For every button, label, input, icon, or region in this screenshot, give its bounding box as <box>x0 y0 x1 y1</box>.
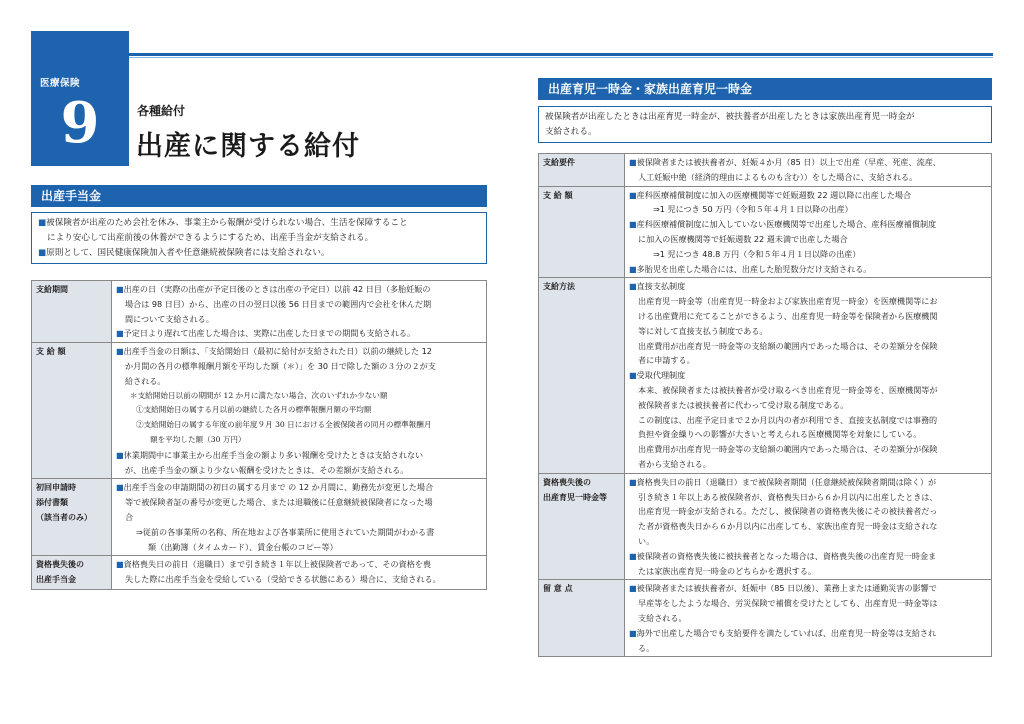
intro-line: により安心して出産前後の休養ができるようにするため、出産手当金が支給される。 <box>47 233 374 243</box>
bullet-square-icon: ■ <box>38 218 47 228</box>
page-subtitle: 各種給付 <box>137 104 186 118</box>
section-intro-right <box>538 106 992 143</box>
row-label-text: 支 給 額 <box>36 347 66 357</box>
bullet-square-icon: ■ <box>116 284 124 294</box>
row-label-text: 支 給 額 <box>543 190 573 200</box>
row-label <box>32 343 112 479</box>
content-line: 出産育児一時金等（出産育児一時金および家族出産育児一時金）を医療機関等にお <box>638 296 938 307</box>
content-line: 被保険者または被扶養者に代わって受け取る制度である。 <box>638 399 849 410</box>
bullet-square-icon: ■ <box>629 157 637 167</box>
row-label-text: 添付書類 <box>36 498 68 508</box>
chapter-number: 9 <box>60 90 100 156</box>
content-line: ■直接支払制度 <box>629 281 686 292</box>
table-row <box>539 473 992 580</box>
content-line: 場合は 98 日目）から、出産の日の翌日以後 56 日目までの範囲内で会社を休んだ期 <box>125 298 432 309</box>
childbirth-lump-sum-table <box>538 153 992 657</box>
content-line: 者に申請する。 <box>638 355 695 366</box>
bullet-square-icon: ■ <box>629 263 637 274</box>
content-line: 出産費用が出産育児一時金等の支給額の範囲内であった場合は、その差額分が保険 <box>638 444 938 455</box>
content-line: 間について支給される。 <box>125 313 214 324</box>
row-content <box>112 479 487 556</box>
row-label-text: （該当者のみ） <box>36 512 92 522</box>
row-content <box>625 473 992 580</box>
bullet-square-icon: ■ <box>116 559 124 570</box>
table-row <box>32 556 487 590</box>
content-line: ■予定日より遅れて出産した場合は、実際に出産した日までの期間も支給される。 <box>116 328 416 339</box>
row-label-text: 支給方法 <box>543 282 575 292</box>
content-line: たは家族出産育児一時金のどちらかを選択する。 <box>638 565 817 576</box>
content-line: に加入の医療機関等で妊娠週数 22 週未満で出産した場合 <box>638 233 848 244</box>
content-line: 支給される。 <box>638 612 687 623</box>
table-row <box>32 281 487 343</box>
header-rule <box>129 53 993 56</box>
note-line: ②支給開始日の属する年度の前年度９月 30 日における全被保険者の同月の標準報酬月 <box>136 420 432 430</box>
content-line: 失した際に出産手当金を受給している（受給できる状態にある）場合に、支給される。 <box>125 574 441 585</box>
content-line: ■受取代理制度 <box>629 370 686 381</box>
content-line: ⇒1 児につき 50 万円（令和５年４月１日以降の出産） <box>653 204 853 215</box>
content-line: た者が資格喪失日から６か月以内に出産しても、家族出産育児一時金は支給されな <box>638 521 938 532</box>
section-heading-maternity-allowance: 出産手当金 <box>31 185 487 207</box>
content-line: ■出産の日（実際の出産が予定日後のときは出産の予定日）以前 42 日目（多胎妊娠の <box>116 284 431 294</box>
section-intro-left <box>31 212 487 264</box>
content-line: る。 <box>638 642 655 653</box>
content-line: ■休業期間中に事業主から出産手当金の額より多い報酬を受けたときは支給されない <box>116 449 424 460</box>
content-line: ■出産手当金の申請期間の初日の属する月まで の 12 か月間に、勤務先が変更した場合 <box>116 482 434 493</box>
row-label-text: 支給要件 <box>543 158 575 167</box>
table-row <box>539 580 992 657</box>
bullet-square-icon: ■ <box>116 449 124 460</box>
content-line: 本来、被保険者または被扶養者が受け取るべき出産育児一時金等を、医療機関等が <box>638 384 938 395</box>
content-line: ■被保険者または被扶養者が、妊娠４か月（85 日）以上で出産（早産、死産、流産、 <box>629 157 941 167</box>
content-line: 等で被保険者証の番号が変更した場合、または退職後に任意継続被保険者になった場 <box>125 497 433 508</box>
maternity-allowance-table <box>31 280 487 590</box>
bullet-square-icon: ■ <box>629 627 637 638</box>
row-content <box>625 580 992 657</box>
header-rule-thin <box>129 57 993 58</box>
row-label-text: 資格喪失後の <box>36 560 84 570</box>
content-line: 合 <box>125 511 134 522</box>
row-label <box>539 473 625 580</box>
intro-line: ■原則として、国民健康保険加入者や任意継続被保険者には支給されない。 <box>38 248 330 258</box>
content-line: 出産費用が出産育児一時金等の支給額の範囲内であった場合は、その差額分を保険 <box>638 340 938 351</box>
row-content <box>625 278 992 473</box>
content-line: ■産科医療補償制度に加入していない医療機関等で出産した場合、産科医療補償制度 <box>629 219 937 230</box>
bullet-square-icon: ■ <box>629 476 637 487</box>
category-label: 医療保険 <box>40 78 81 89</box>
row-label <box>539 278 625 473</box>
chapter-tab <box>31 31 129 166</box>
row-label-text: 支給期間 <box>36 285 68 294</box>
row-label-text: 出産育児一時金等 <box>543 492 607 502</box>
content-line: ■多胎児を出産した場合には、出産した胎児数分だけ支給される。 <box>629 263 872 274</box>
note-line: 額を平均した額（30 万円） <box>150 434 246 444</box>
content-line: ■資格喪失日の前日（退職日）まで引き続き１年以上被保険者であって、その資格を喪 <box>116 559 431 570</box>
row-label-text: 資格喪失後の <box>543 477 591 487</box>
table-row <box>539 186 992 278</box>
row-label <box>32 556 112 590</box>
bullet-square-icon: ■ <box>629 370 637 381</box>
row-label <box>32 281 112 343</box>
row-label <box>539 186 625 278</box>
table-row <box>32 343 487 479</box>
bullet-square-icon: ■ <box>629 219 637 230</box>
content-line: ■産科医療補償制度に加入の医療機関等で妊娠週数 22 週以降に出産した場合 <box>629 189 912 200</box>
content-line: ■資格喪失日の前日（退職日）まで被保険者期間（任意継続被保険者期間は除く）が <box>629 476 937 487</box>
content-line: ■被保険者の資格喪失後に被扶養者となった場合は、資格喪失後の出産育児一時金ま <box>629 550 937 561</box>
row-content <box>625 186 992 278</box>
content-line: 給される。 <box>125 375 166 386</box>
bullet-square-icon: ■ <box>116 482 124 493</box>
content-line: この制度は、出産予定日まで２か月以内の者が利用でき、直接支払制度では事務的 <box>638 414 938 425</box>
content-line: ⇒1 児につき 48.8 万円（令和５年４月１日以降の出産） <box>653 248 861 259</box>
content-line: ■被保険者または被扶養者が、妊娠中（85 日以後）、業務上または通勤災害の影響で <box>629 583 937 594</box>
bullet-square-icon: ■ <box>629 281 637 292</box>
content-line: ける出産費用に充てることができるよう、出産育児一時金等を保険者から医療機関 <box>638 310 938 321</box>
content-line: 引き続き１年以上ある被保険者が、資格喪失日から６か月以内に出産したときは、 <box>638 491 938 502</box>
content-line: が、出産手当金の額より少ない報酬を受けたときは、その差額が支給される。 <box>125 464 409 475</box>
content-line: 負担や資金繰りへの影響が大きいと考えられる医療機関等を対象にしている。 <box>638 429 922 440</box>
row-label <box>539 154 625 187</box>
content-line: い。 <box>638 535 655 546</box>
bullet-square-icon: ■ <box>116 346 124 357</box>
content-line: ■海外で出産した場合でも支給要件を満たしていれば、出産育児一時金等は支給され <box>629 627 937 638</box>
row-content <box>112 281 487 343</box>
bullet-square-icon: ■ <box>38 248 47 258</box>
table-row <box>539 278 992 473</box>
intro-line: 支給される。 <box>545 127 597 137</box>
row-content <box>112 556 487 590</box>
content-line: ⇒従前の各事業所の名称、所在地および各事業所に使用されていた期間がわかる書 <box>136 526 435 537</box>
row-content <box>112 343 487 479</box>
row-label <box>539 580 625 657</box>
content-line: 等に対して直接支払う制度である。 <box>638 325 768 336</box>
bullet-square-icon: ■ <box>629 583 637 594</box>
row-label-text: 留 意 点 <box>543 584 573 594</box>
page-title: 出産に関する給付 <box>136 131 360 162</box>
intro-line: ■被保険者が出産のため会社を休み、事業主から報酬が受けられない場合、生活を保障すること <box>38 218 408 228</box>
row-label <box>32 479 112 556</box>
table-row <box>32 479 487 556</box>
table-row <box>539 154 992 187</box>
content-line: 人工妊娠中絶（経済的理由によるものも含む））をした場合に、支給される。 <box>638 171 918 182</box>
content-line: 者から支給される。 <box>638 458 711 469</box>
note-line: ＊支給開始日以前の期間が 12 か月に満たない場合、次のいずれか少ない額 <box>130 390 388 400</box>
content-line: ■出産手当金の日額は、「支給開始日（最初に給付が支給された日）以前の継続した 12 <box>116 346 432 357</box>
bullet-square-icon: ■ <box>116 328 124 339</box>
intro-line: 被保険者が出産したときは出産育児一時金が、被扶養者が出産したときは家族出産育児一時金が <box>545 112 915 122</box>
content-line: 出産育児一時金が支給される。ただし、被保険者の資格喪失後にその被扶養者だっ <box>638 506 938 517</box>
bullet-square-icon: ■ <box>629 550 637 561</box>
content-line: か月間の各月の標準報酬月額を平均した額（＊）」を 30 日で除した額の３分の２が支 <box>125 360 436 371</box>
section-heading-childbirth-lump-sum: 出産育児一時金・家族出産育児一時金 <box>538 78 992 100</box>
content-line: 類（出勤簿（タイムカード）、賃金台帳のコピー等） <box>148 541 338 552</box>
bullet-square-icon: ■ <box>629 189 637 200</box>
note-line: ①支給開始日の属する月以前の継続した各月の標準報酬月額の平均額 <box>136 405 372 415</box>
content-line: 早産等をしたような場合、労災保険で補償を受けたとしても、出産育児一時金等は <box>638 598 938 609</box>
row-label-text: 出産手当金 <box>36 575 76 585</box>
row-label-text: 初回申請時 <box>36 483 76 493</box>
row-content <box>625 154 992 187</box>
